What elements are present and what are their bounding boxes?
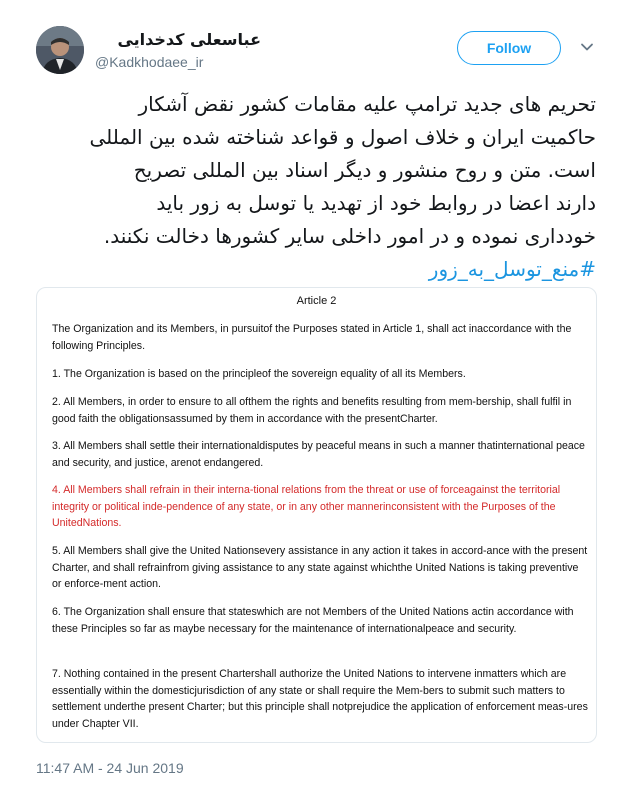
user-handle[interactable]: @Kadkhodaee_ir [95, 54, 204, 70]
attached-image[interactable] [36, 287, 597, 743]
tweet-text-line: حاکمیت ایران و خلاف اصول و قواعد شناخته شده بین المللی [89, 125, 596, 149]
article-item: 1. The Organization is based on the principleof the sovereign equality of all its Members. [52, 368, 466, 380]
article-item-highlighted: 4. All Members shall refrain in their interna-tional relations from the threat or use of forceagainst the territorial integrity or political inde-pendence of any state, or in any other mannerinconsistent with the Purposes of the UnitedNations. [52, 484, 561, 529]
tweet-timestamp[interactable]: 11:47 AM - 24 Jun 2019 [36, 760, 184, 776]
tweet-text-line: تحریم های جدید ترامپ علیه مقامات کشور نقض آشکار [138, 92, 596, 116]
display-name[interactable]: عباسعلی کدخدایی [117, 30, 261, 49]
article-intro: The Organization and its Members, in pursuitof the Purposes stated in Article 1, shall act inaccordance with the following Principles. [52, 323, 572, 352]
article-item: 7. Nothing contained in the present Chartershall authorize the United Nations to intervene inmatters which are essentially within the domesticjurisdiction of any state or shall require the Mem-bers to submit such matters to settlement underthe present Charter; but this principle shall notprejudice the application of enforcement meas-ures under Chapter VII. [52, 668, 588, 730]
chevron-down-icon[interactable] [580, 40, 594, 54]
article-item: 3. All Members shall settle their internationaldisputes by peaceful means in such a manner thatinternational peace and security, and justice, arenot endangered. [52, 440, 585, 469]
article-item: 2. All Members, in order to ensure to all ofthem the rights and benefits resulting from mem-bership, shall fulfil in good faith the obligationsassumed by them in accordance with the presentCharter. [52, 396, 572, 425]
tweet-text-line: است. متن و روح منشور و دیگر اسناد بین المللی تصریح [133, 158, 596, 182]
tweet-text-line: دارند اعضا در روابط خود از تهدید یا توسل به زور باید [156, 191, 596, 215]
article-title: Article 2 [296, 295, 337, 307]
avatar[interactable] [36, 26, 84, 74]
avatar-photo [36, 26, 84, 74]
hashtag-link[interactable]: #منع_توسل_به_زور [428, 257, 596, 281]
tweet-text [34, 88, 596, 286]
tweet-header [0, 0, 629, 90]
article-item: 6. The Organization shall ensure that stateswhich are not Members of the United Nations actin accordance with these Principles so far as maybe necessary for the maintenance of internationalpeace and security. [52, 606, 574, 635]
article-item: 5. All Members shall give the United Nationsevery assistance in any action it takes in accord-ance with the present Charter, and shall refrainfrom giving assistance to any state against whichthe United Nations is taking preventive or enforce-ment action. [52, 545, 588, 590]
follow-button[interactable]: Follow [457, 31, 561, 65]
tweet-text-line: خودداری نموده و در امور داخلی سایر کشورها دخالت نکنند. [103, 224, 596, 248]
